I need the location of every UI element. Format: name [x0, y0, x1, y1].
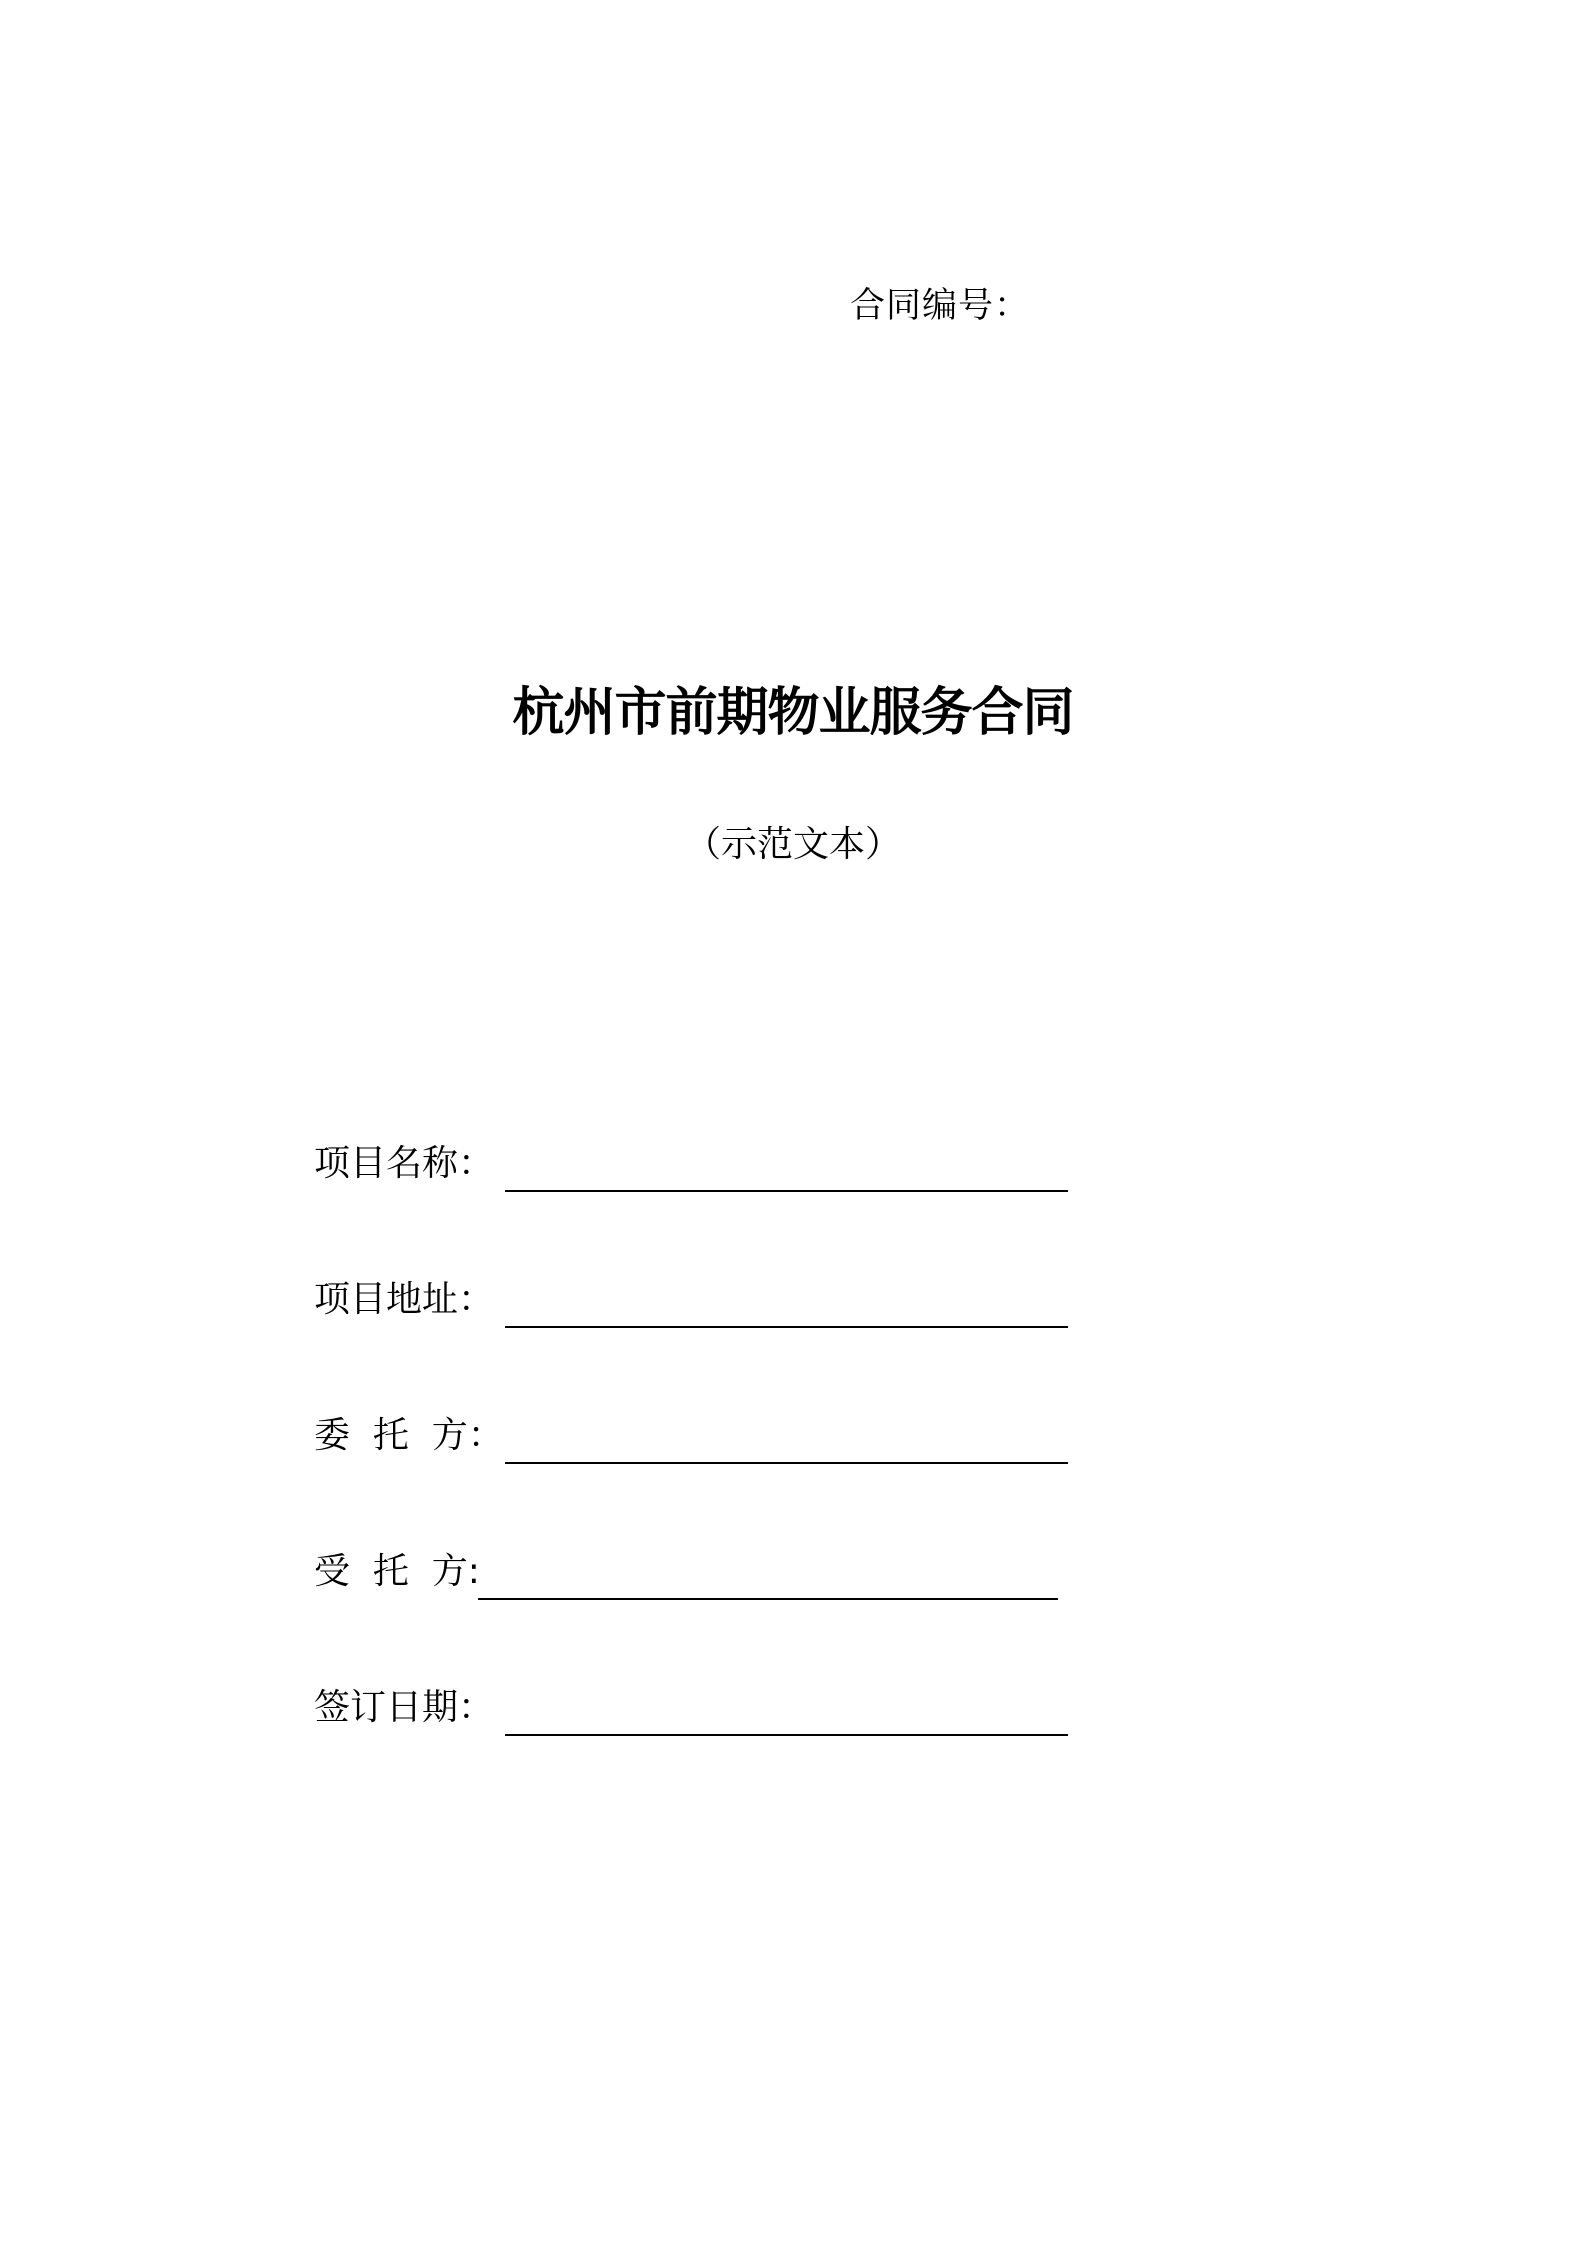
- contract-number-label: 合同编号：: [850, 286, 1031, 326]
- field-label-entrusting-party: 委 托 方：: [314, 1415, 504, 1456]
- field-label-project-name: 项目名称：: [314, 1143, 495, 1184]
- entrusting-party-fill-line[interactable]: [505, 1462, 1068, 1464]
- field-label-signing-date: 签订日期：: [314, 1687, 495, 1728]
- document-subtitle: （示范文本）: [684, 824, 901, 865]
- entrusted-party-fill-line[interactable]: [478, 1598, 1058, 1600]
- project-name-fill-line[interactable]: [505, 1190, 1068, 1192]
- field-label-entrusted-party: 受 托 方:: [314, 1551, 480, 1592]
- signing-date-fill-line[interactable]: [505, 1734, 1068, 1736]
- project-address-fill-line[interactable]: [505, 1326, 1068, 1328]
- field-label-project-address: 项目地址：: [314, 1279, 495, 1320]
- document-title: 杭州市前期物业服务合同: [512, 683, 1074, 743]
